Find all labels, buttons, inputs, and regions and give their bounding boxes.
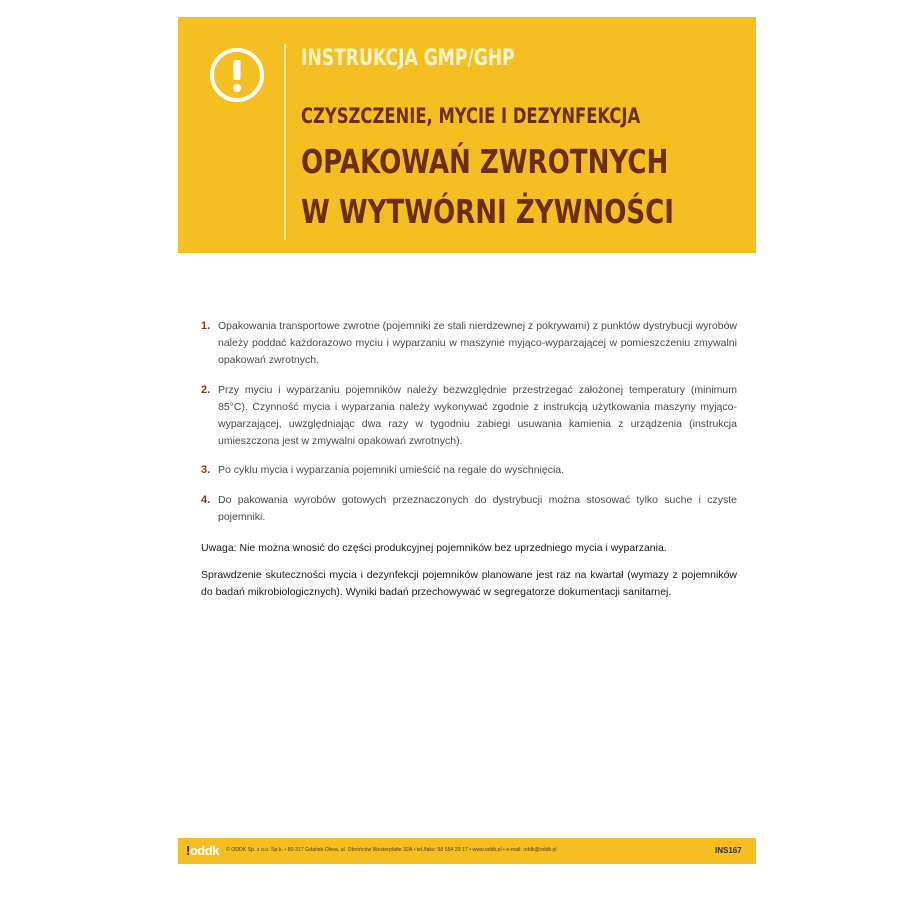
instruction-item [201, 382, 737, 451]
item-text: Do pakowania wyrobów gotowych przeznaczonych do dystrybucji można stosować tylko suche i czyste pojemniki. [218, 493, 737, 523]
document-type-title: INSTRUKCJA GMP/GHP [301, 46, 515, 71]
document-main-title-line1: OPAKOWAŃ ZWROTNYCH [301, 142, 669, 181]
notes-section [201, 540, 737, 612]
logo-text: oddk [189, 843, 219, 858]
item-number: 4. [201, 493, 211, 506]
item-text: Przy myciu i wyparzaniu pojemników należy bezwzględnie przestrzegać założonej temperatury (minimum 85°C). Czynność mycia i wyparzania należy wykonywać zgodnie z instrukcją użytkowania maszyny myjąco-wyparzającej, uwzględniając dwa razy w tygodniu zabiegi usuwania kamienia z urządzenia (instrukcja umieszczona jest w zmywalni opakowań zwrotnych). [218, 383, 737, 448]
instruction-list [201, 318, 737, 538]
exclamation-circle-icon [208, 46, 266, 104]
item-number: 2. [201, 383, 211, 396]
verification-note: Sprawdzenie skuteczności mycia i dezynfekcji pojemników planowane jest raz na kwartał (wymazy z pojemników do badań mikrobiologicznych). Wyniki badań przechowywać w segregatorze dokumentacji sanitarnej. [201, 569, 737, 599]
instruction-item [201, 462, 737, 479]
item-text: Po cyklu mycia i wyparzania pojemniki umieścić na regale do wyschnięcia. [218, 464, 565, 477]
document-main-title-line2: W WYTWÓRNI ŻYWNOŚCI [301, 192, 674, 231]
item-text: Opakowania transportowe zwrotne (pojemniki ze stali nierdzewnej z pokrywami) z punktów dystrybucji wyrobów należy poddać każdorazowo myciu i wyparzaniu w maszynie myjąco-wyparzającej w pomieszczeniu zmywalni opakowań zwrotnych. [218, 320, 737, 367]
oddk-logo [186, 843, 219, 858]
document-code: INS167 [715, 846, 742, 855]
instruction-item [201, 318, 737, 370]
item-number: 3. [201, 464, 211, 477]
item-number: 1. [201, 320, 211, 332]
header-divider [284, 44, 286, 240]
warning-note: Uwaga: Nie można wnosić do części produkcyjnej pojemników bez uprzedniego mycia i wyparzania. [201, 542, 667, 554]
footer-contact-info: © ODDK Sp. z o.o. Sp.k. • 80-317 Gdańsk-Oliwa, ul. Obrońców Westerplatte 32A • tel./faks: 58 554 29 17 • www.oddk.pl • e-mail: oddk@oddk.pl [226, 847, 557, 853]
document-subtitle: CZYSZCZENIE, MYCIE I DEZYNFEKCJA [301, 104, 641, 128]
logo-mark: ! [186, 843, 190, 858]
instruction-item [201, 492, 737, 526]
